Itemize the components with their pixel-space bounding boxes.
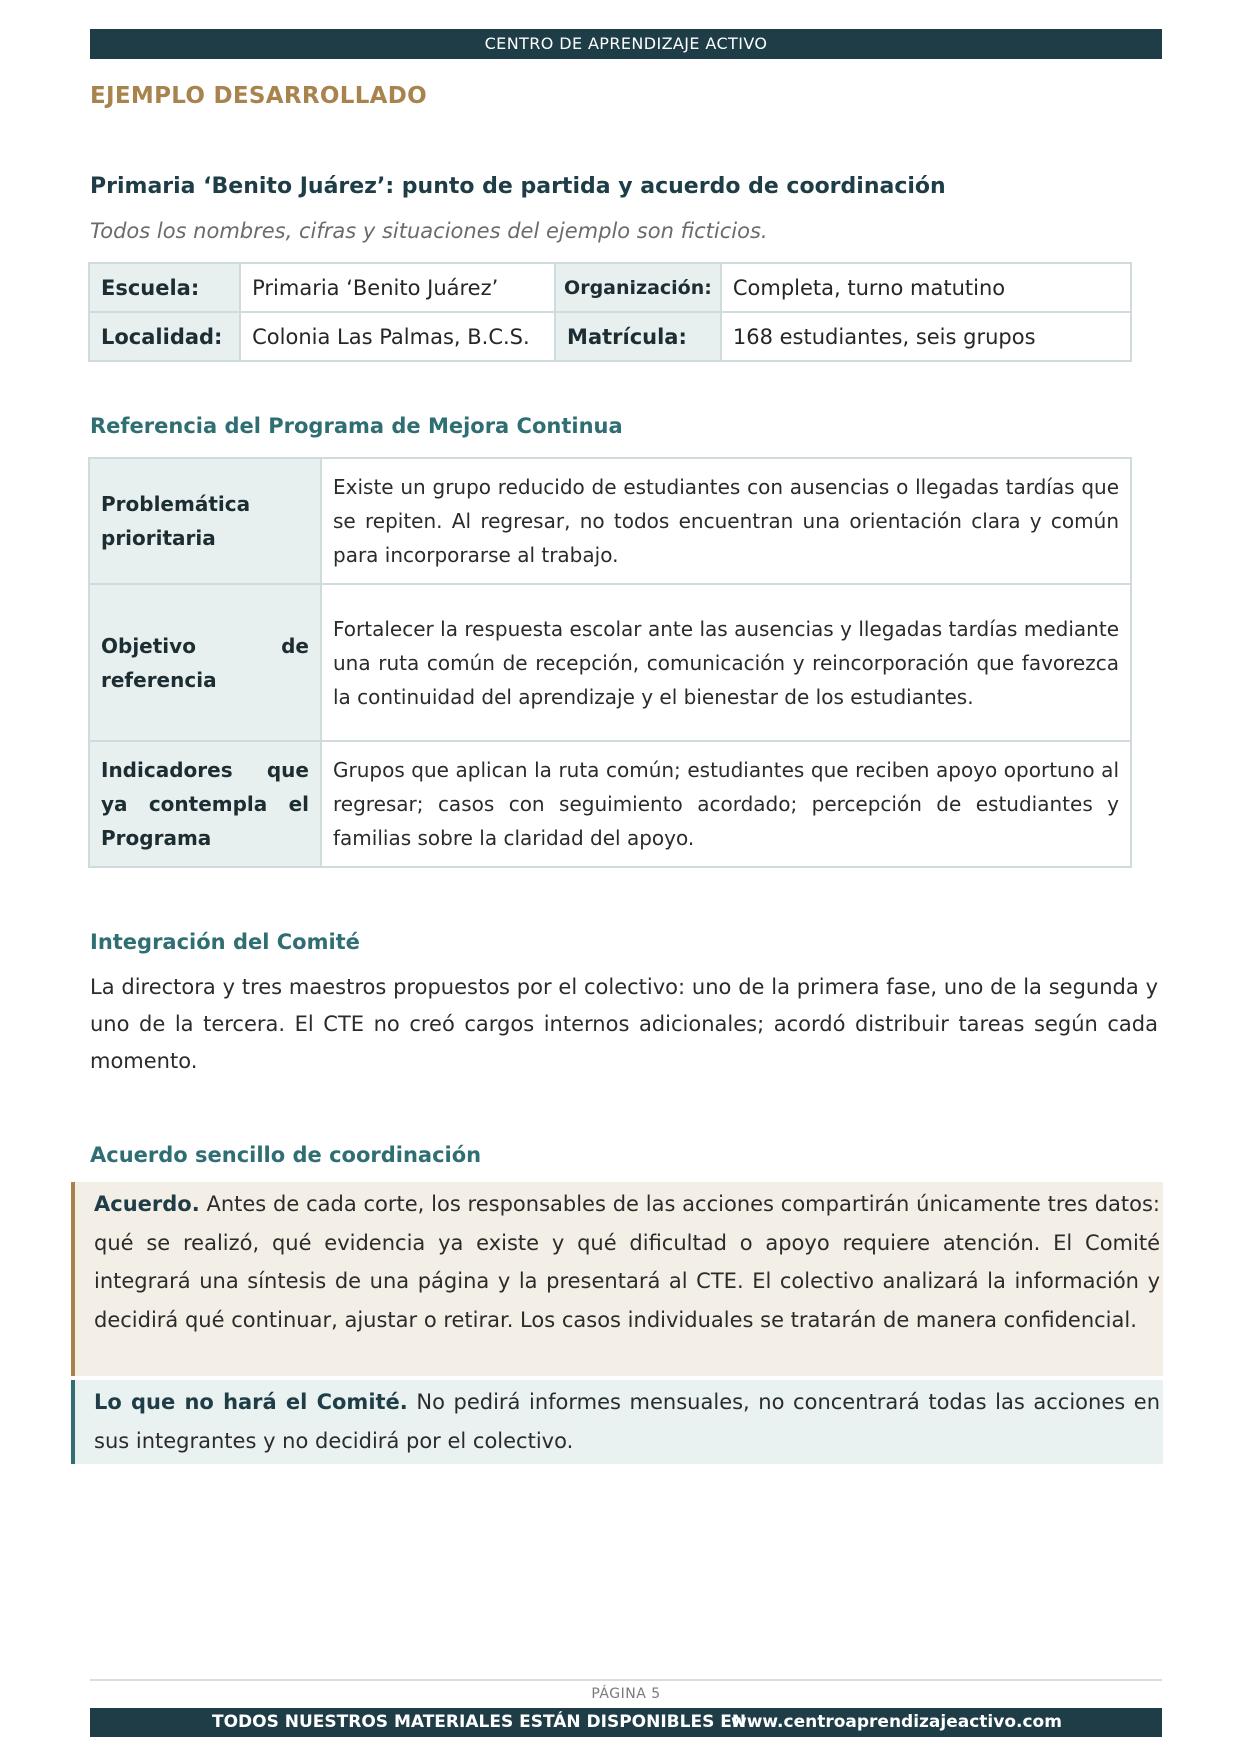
footer-banner-text: TODOS NUESTROS MATERIALES ESTÁN DISPONIBLES EN xyxy=(212,1712,747,1732)
section-label: EJEMPLO DESARROLLADO xyxy=(90,83,428,109)
reference-heading: Referencia del Programa de Mejora Continua xyxy=(90,414,623,438)
table-row xyxy=(89,458,1131,584)
table-row xyxy=(89,584,1131,741)
row-text: Fortalecer la respuesta escolar ante las ausencias y llegadas tardías mediante una ruta común de recepción, comunicación y reincorporación que favorezca la continuidad del aprendizaje y el bienestar de los estudiantes. xyxy=(321,584,1131,741)
school-info-table xyxy=(88,262,1132,362)
table-row xyxy=(89,741,1131,867)
committee-limits-note xyxy=(71,1380,1163,1464)
footer-divider xyxy=(90,1679,1162,1681)
footer-banner xyxy=(90,1708,1162,1737)
organizacion-value: Completa, turno matutino xyxy=(721,263,1131,312)
note-text: No pedirá informes mensuales, no concentrará todas las acciones en sus integrantes y no decidirá por el colectivo. xyxy=(94,1390,1161,1453)
matricula-label: Matrícula: xyxy=(555,312,721,361)
agreement-callout xyxy=(71,1182,1163,1376)
page-subtitle: Todos los nombres, cifras y situaciones del ejemplo son ficticios. xyxy=(90,219,768,243)
callout-text: Antes de cada corte, los responsables de las acciones compartirán únicamente tres datos: qué se realizó, qué evidencia ya existe y qué dificultad o apoyo requiere atención. El Comité integrará una síntesis de una página y la presentará al CTE. El colectivo analizará la información y decidirá qué continuar, ajustar o retirar. Los casos individuales se tratarán de manera confidencial. xyxy=(94,1192,1160,1332)
organizacion-label: Organización: xyxy=(555,263,721,312)
row-label: Objetivo de referencia xyxy=(89,584,321,741)
table-row xyxy=(89,312,1131,361)
page-title: Primaria ‘Benito Juárez’: punto de partida y acuerdo de coordinación xyxy=(90,174,946,199)
escuela-label: Escuela: xyxy=(89,263,240,312)
row-label: Problemática prioritaria xyxy=(89,458,321,584)
localidad-value: Colonia Las Palmas, B.C.S. xyxy=(240,312,555,361)
row-label: Indicadores que ya contempla el Programa xyxy=(89,741,321,867)
row-text: Existe un grupo reducido de estudiantes con ausencias o llegadas tardías que se repiten. Al regresar, no todos encuentran una orientación clara y común para incorporarse al trabajo. xyxy=(321,458,1131,584)
localidad-label: Localidad: xyxy=(89,312,240,361)
callout-lead: Acuerdo. xyxy=(94,1192,200,1216)
agreement-heading: Acuerdo sencillo de coordinación xyxy=(90,1143,482,1167)
committee-paragraph: La directora y tres maestros propuestos por el colectivo: uno de la primera fase, uno de la segunda y uno de la tercera. El CTE no creó cargos internos adicionales; acordó distribuir tareas según cada momento. xyxy=(90,975,1158,1073)
footer-url-link[interactable]: www.centroaprendizajeactivo.com xyxy=(731,1712,1062,1732)
matricula-value: 168 estudiantes, seis grupos xyxy=(721,312,1131,361)
committee-heading: Integración del Comité xyxy=(90,930,360,954)
page-number: PÁGINA 5 xyxy=(591,1686,661,1702)
escuela-value: Primaria ‘Benito Juárez’ xyxy=(240,263,555,312)
table-row xyxy=(89,263,1131,312)
reference-table xyxy=(88,457,1132,868)
row-text: Grupos que aplican la ruta común; estudiantes que reciben apoyo oportuno al regresar; casos con seguimiento acordado; percepción de estudiantes y familias sobre la claridad del apoyo. xyxy=(321,741,1131,867)
note-lead: Lo que no hará el Comité. xyxy=(94,1390,408,1414)
header-banner: CENTRO DE APRENDIZAJE ACTIVO xyxy=(90,29,1162,59)
